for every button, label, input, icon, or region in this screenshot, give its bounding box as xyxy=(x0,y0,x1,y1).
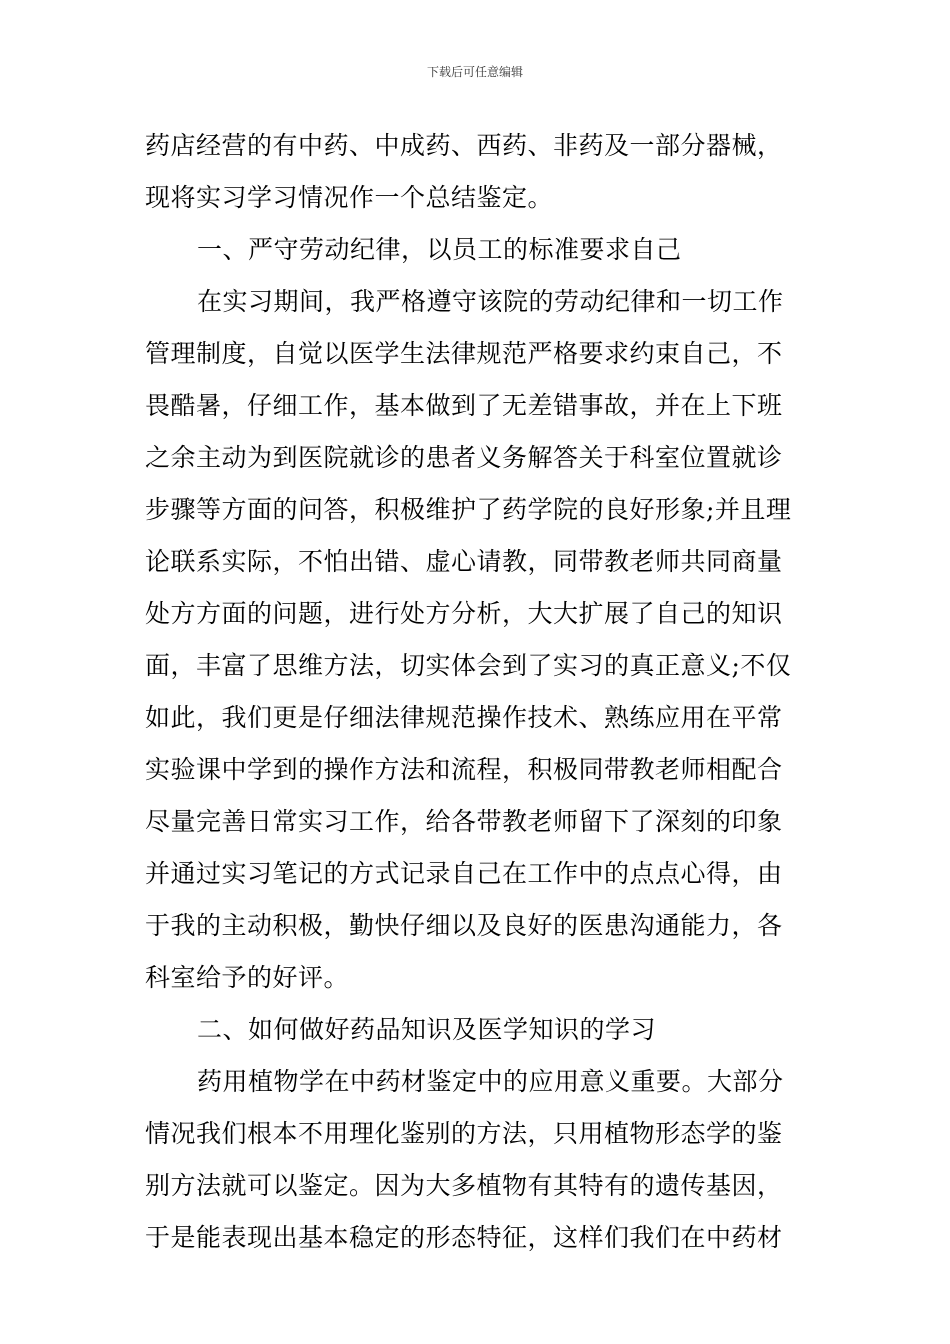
text-line: 二、如何做好药品知识及医学知识的学习 xyxy=(197,1015,657,1044)
text-line: 步骤等方面的问答，积极维护了药学院的良好形象;并且理 xyxy=(145,495,792,524)
text-line: 并通过实习笔记的方式记录自己在工作中的点点心得，由 xyxy=(145,859,783,888)
text-line: 在实习期间，我严格遵守该院的劳动纪律和一切工作 xyxy=(197,287,784,316)
text-line: 论联系实际，不怕出错、虚心请教，同带教老师共同商量 xyxy=(145,547,783,576)
text-line: 处方方面的问题，进行处方分析，大大扩展了自己的知识 xyxy=(145,599,783,628)
text-line: 尽量完善日常实习工作，给各带教老师留下了深刻的印象 xyxy=(145,807,783,836)
text-line: 一、严守劳动纪律，以员工的标准要求自己 xyxy=(197,235,682,264)
text-line: 之余主动为到医院就诊的患者义务解答关于科室位置就诊 xyxy=(145,443,783,472)
text-line: 如此，我们更是仔细法律规范操作技术、熟练应用在平常 xyxy=(145,703,783,732)
text-line: 于是能表现出基本稳定的形态特征，这样们我们在中药材 xyxy=(145,1223,783,1252)
text-line: 科室给予的好评。 xyxy=(145,963,350,992)
text-line: 药用植物学在中药材鉴定中的应用意义重要。大部分 xyxy=(197,1067,784,1096)
text-line: 实验课中学到的操作方法和流程，积极同带教老师相配合 xyxy=(145,755,783,784)
text-line: 于我的主动积极，勤快仔细以及良好的医患沟通能力，各 xyxy=(145,911,783,940)
document-body xyxy=(145,127,805,1271)
text-line: 别方法就可以鉴定。因为大多植物有其特有的遗传基因， xyxy=(145,1171,783,1200)
text-line: 药店经营的有中药、中成药、西药、非药及一部分器械， xyxy=(145,131,783,160)
text-line: 情况我们根本不用理化鉴别的方法，只用植物形态学的鉴 xyxy=(145,1119,783,1148)
text-line: 面，丰富了思维方法，切实体会到了实习的真正意义;不仅 xyxy=(145,651,792,680)
text-line: 管理制度，自觉以医学生法律规范严格要求约束自己，不 xyxy=(145,339,783,368)
text-line: 现将实习学习情况作一个总结鉴定。 xyxy=(145,183,554,212)
text-line: 畏酷暑，仔细工作，基本做到了无差错事故，并在上下班 xyxy=(145,391,783,420)
page-header-note: 下载后可任意编辑 xyxy=(426,65,523,79)
